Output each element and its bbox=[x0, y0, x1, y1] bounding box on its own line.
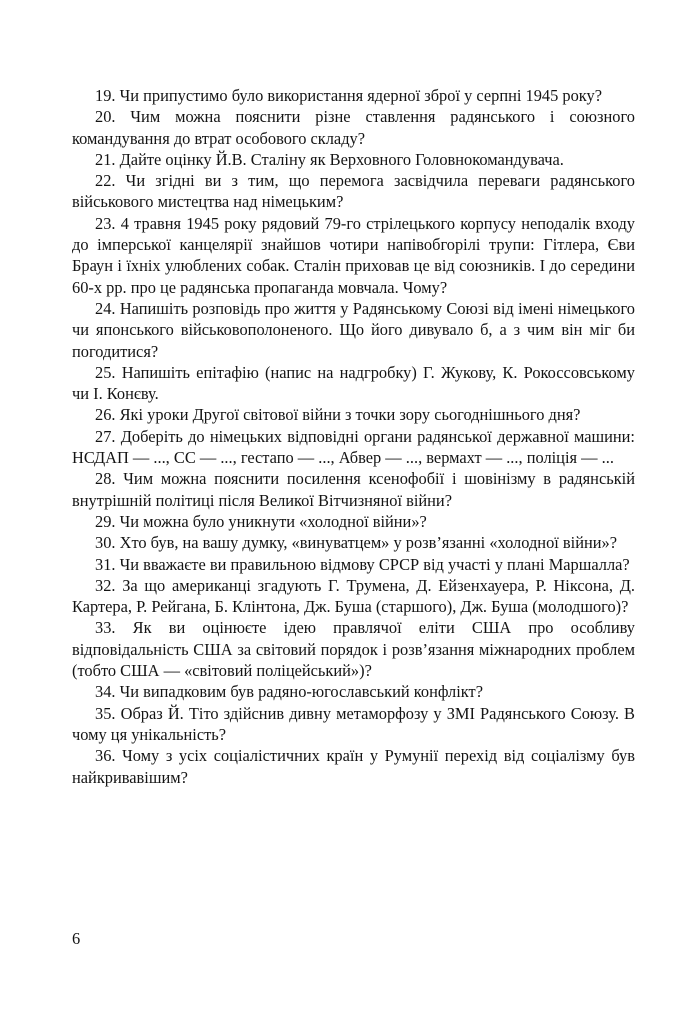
question-number: 28. bbox=[95, 469, 116, 489]
question-21 bbox=[72, 149, 635, 170]
question-31 bbox=[72, 554, 635, 575]
question-36 bbox=[72, 745, 635, 788]
question-text: Чи згідні ви з тим, що перемога засвідчила переваги радянського військового мистецтва над німецьким? bbox=[72, 171, 635, 212]
question-text: Хто був, на вашу думку, «винуватцем» у розв’язанні «холодної війни»? bbox=[119, 533, 617, 553]
question-24 bbox=[72, 298, 635, 362]
question-text: За що американці згадують Г. Трумена, Д. Ейзенхауера, Р. Ніксона, Д. Картера, Р. Рейгана, Б. Клінтона, Дж. Буша (старшого), Дж. Буша (молодшого)? bbox=[72, 575, 635, 617]
question-23 bbox=[72, 213, 635, 298]
question-33 bbox=[72, 617, 635, 681]
question-number: 35. bbox=[95, 703, 116, 723]
question-number: 31. bbox=[95, 554, 116, 574]
page-number: 6 bbox=[72, 929, 81, 948]
question-text: Чи можна було уникнути «холодної війни»? bbox=[119, 511, 427, 531]
question-number: 32. bbox=[95, 575, 116, 595]
question-34 bbox=[72, 681, 635, 702]
question-number: 23. bbox=[95, 213, 116, 233]
question-35 bbox=[72, 703, 635, 746]
question-number: 22. bbox=[95, 171, 116, 191]
question-text: 4 травня 1945 року рядовий 79-го стрілецького корпусу неподалік входу до імперської канцелярії знайшов чотири напівобгорілі трупи: Гітлера, Єви Браун і їхніх улюблених собак. Сталін приховав це від союзників. І до середини 60-х рр. про це радянська пропаганда мовчала. Чому? bbox=[72, 213, 635, 297]
question-29 bbox=[72, 511, 635, 532]
question-20 bbox=[72, 106, 635, 149]
question-text: Чим можна пояснити різне ставлення радянського і союзного командування до втрат особового складу? bbox=[72, 107, 635, 148]
question-number: 19. bbox=[95, 86, 116, 105]
question-number: 24. bbox=[95, 298, 116, 318]
question-text: Чи припустимо було використання ядерної зброї у серпні 1945 року? bbox=[119, 86, 602, 105]
question-text: Дайте оцінку Й.В. Сталіну як Верховного Головнокомандувача. bbox=[119, 149, 564, 169]
question-19 bbox=[72, 85, 635, 106]
question-number: 25. bbox=[95, 362, 116, 382]
question-text: Чим можна пояснити посилення ксенофобії і шовінізму в радянській внутрішній політиці після Великої Вітчизняної війни? bbox=[72, 469, 635, 510]
question-list bbox=[72, 85, 635, 788]
question-32 bbox=[72, 575, 635, 618]
question-number: 36. bbox=[95, 746, 116, 766]
question-number: 20. bbox=[95, 107, 116, 127]
question-30 bbox=[72, 532, 635, 553]
question-text: Чи випадковим був радяно-югославський конфлікт? bbox=[119, 682, 483, 702]
question-number: 33. bbox=[95, 618, 116, 638]
question-27 bbox=[72, 426, 635, 469]
question-text: Чому з усіх соціалістичних країн у Румунії перехід від соціалізму був найкривавішим? bbox=[72, 746, 635, 787]
question-number: 34. bbox=[95, 682, 116, 702]
question-26 bbox=[72, 404, 635, 425]
question-number: 26. bbox=[95, 405, 116, 425]
question-text: Як ви оцінюєте ідею правлячої еліти США про особливу відповідальність США за світовий порядок і розв’язання міжнародних проблем (тобто США — «світовий поліцейський»)? bbox=[72, 618, 635, 681]
question-number: 21. bbox=[95, 149, 116, 169]
question-text: Доберіть до німецьких відповідні органи радянської державної машини: НСДАП — ..., СС — ..., гестапо — ..., Абвер — ..., вермахт — ..., поліція — ... bbox=[72, 426, 635, 468]
question-text: Чи вважаєте ви правильною відмову СРСР від участі у плані Маршалла? bbox=[119, 554, 630, 574]
question-28 bbox=[72, 468, 635, 511]
question-text: Напишіть епітафію (напис на надгробку) Г. Жукову, К. Рокоссовському чи І. Конєву. bbox=[72, 362, 635, 404]
question-number: 30. bbox=[95, 533, 116, 553]
question-22 bbox=[72, 170, 635, 213]
question-25 bbox=[72, 362, 635, 405]
question-text: Напишіть розповідь про життя у Радянському Союзі від імені німецького чи японського військовополоненого. Що його дивувало б, а з чим він міг би погодитися? bbox=[72, 298, 635, 361]
question-text: Образ Й. Тіто здійснив дивну метаморфозу у ЗМІ Радянського Союзу. В чому ця унікальність? bbox=[72, 703, 635, 744]
question-text: Які уроки Другої світової війни з точки зору сьогоднішнього дня? bbox=[119, 405, 581, 425]
question-number: 29. bbox=[95, 511, 116, 531]
question-number: 27. bbox=[95, 426, 116, 446]
